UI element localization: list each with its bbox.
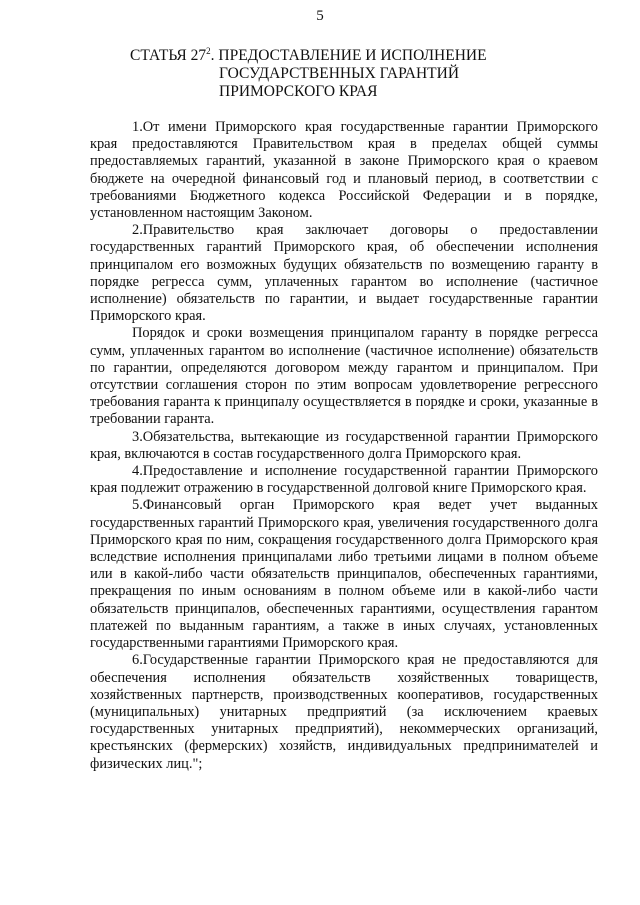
article-heading-prefix: СТАТЬЯ 27 — [130, 47, 207, 64]
article-body — [90, 119, 598, 773]
paragraph-5: 5.Финансовый орган Приморского края ведет учет выданных государственных гарантий Приморского края, увеличения государственного долга Приморского края по ним, сокращения государственного долга Приморского края вследствие исполнения принципалами либо третьими лицами в полном объеме или в какой-либо части обязательств принципалов, обеспеченных гарантиями, прекращения по иным основаниям в полном объеме или в какой-либо части обязательств принципалов, обеспеченных гарантиями, осуществления гарантом платежей по выданным гарантиям, а также в иных случаях, установленных государственными гарантиями Приморского края. — [90, 497, 598, 652]
article-heading-line-3: ПРИМОРСКОГО КРАЯ — [219, 83, 378, 100]
page-number: 5 — [316, 8, 324, 24]
article-heading-title-start: . ПРЕДОСТАВЛЕНИЕ И ИСПОЛНЕНИЕ — [210, 47, 487, 64]
article-heading — [130, 47, 487, 101]
paragraph-6: 6.Государственные гарантии Приморского края не предоставляются для обеспечения исполнения обязательств хозяйственных товариществ, хозяйственных партнерств, производственных кооперативов, государственных (муниципальных) унитарных предприятий (за исключением краевых государственных унитарных предприятий), некоммерческих организаций, крестьянских (фермерских) хозяйств, индивидуальных предпринимателей и физических лиц."; — [90, 652, 598, 772]
paragraph-4: 4.Предоставление и исполнение государственной гарантии Приморского края подлежит отражению в государственной долговой книге Приморского края. — [90, 463, 598, 497]
article-heading-line-1 — [130, 47, 487, 65]
article-heading-line-2: ГОСУДАРСТВЕННЫХ ГАРАНТИЙ — [219, 65, 460, 82]
paragraph-2-continuation: Порядок и сроки возмещения принципалом гаранту в порядке регресса сумм, уплаченных гарантом во исполнение (частичное исполнение) обязательств по гарантии, определяются договором между гарантом и принципалом. При отсутствии соглашения сторон по этим вопросам удовлетворение регрессного требования гаранта к принципалу осуществляется в порядке и сроки, указанные в требовании гаранта. — [90, 325, 598, 428]
article-heading-superscript: 2 — [206, 46, 211, 56]
paragraph-2: 2.Правительство края заключает договоры о предоставлении государственных гарантий Приморского края, об обеспечении исполнения принципалом его возможных будущих обязательств по возмещению гаранту в порядке регресса сумм, уплаченных гарантом во исполнение (частичное исполнение) обязательств по гарантии, и выдает государственные гарантии Приморского края. — [90, 222, 598, 325]
paragraph-3: 3.Обязательства, вытекающие из государственной гарантии Приморского края, включаются в состав государственного долга Приморского края. — [90, 428, 598, 462]
paragraph-1: 1.От имени Приморского края государственные гарантии Приморского края предоставляются Правительством края в пределах общей суммы предоставляемых гарантий, указанной в законе Приморского края о краевом бюджете на очередной финансовый год и плановый период, в соответствии с требованиями Бюджетного кодекса Российской Федерации и в порядке, установленном настоящим Законом. — [90, 119, 598, 222]
